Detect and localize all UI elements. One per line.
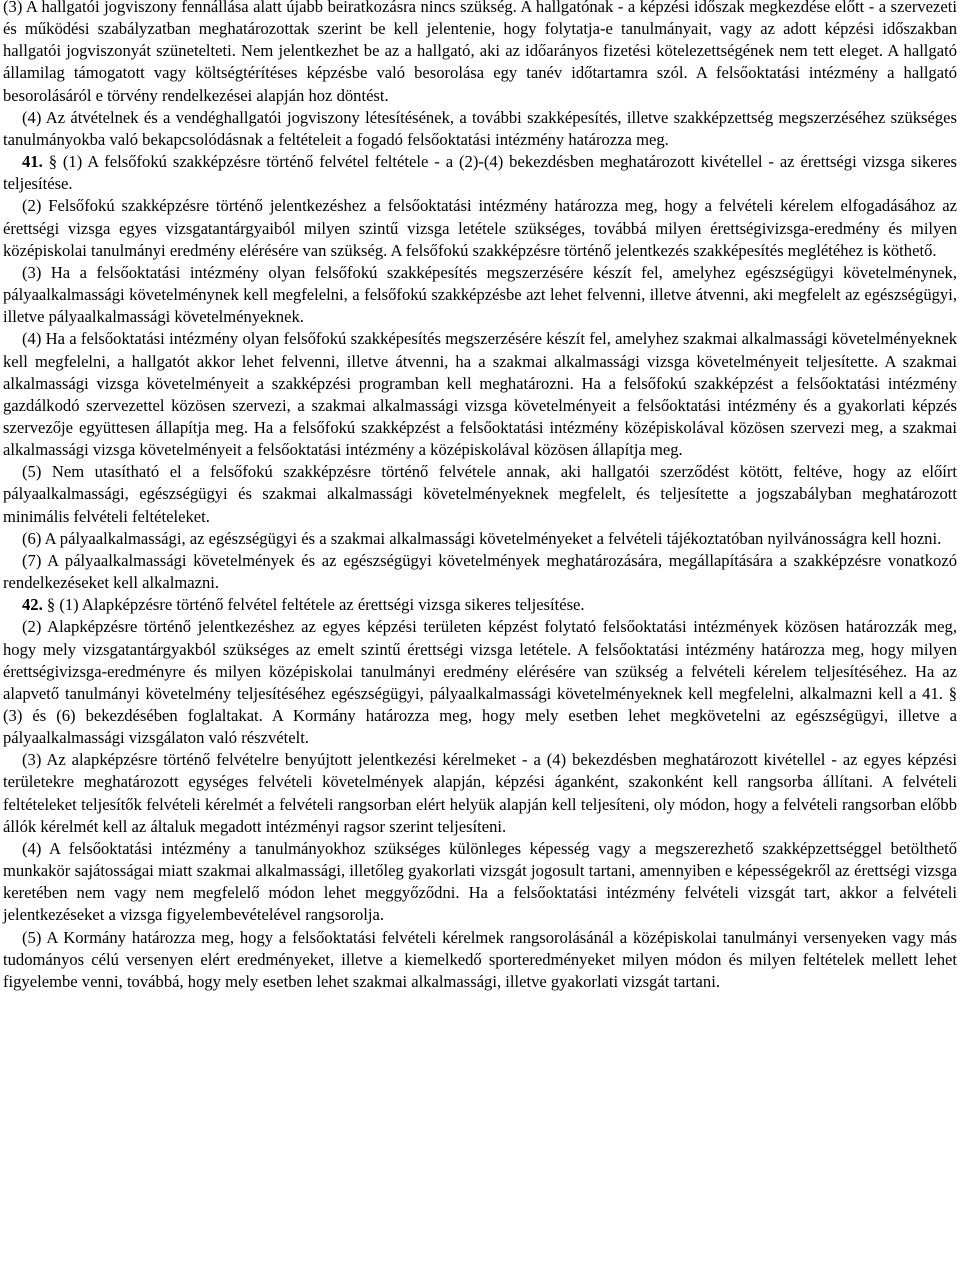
- paragraph-text: (3) A hallgatói jogviszony fennállása alatt újabb beiratkozásra nincs szükség. A hallgatónak - a képzési időszak megkezdése előtt - a szervezeti és működési szabályzatban meghatározottak szerint be kell jelentenie, hogy folytatja-e tanulmányait, vagy az adott képzési időszakban hallgatói jogviszonyát szünetelteti. Nem jelentkezhet be az a hallgató, aki az időarányos fizetési kötelezettségének nem tett eleget. A hallgató államilag támogatott vagy költségtérítéses képzésbe való besorolása egy tanév időtartamra szól. A felsőoktatási intézmény a hallgató besorolásáról e törvény rendelkezései alapján hoz döntést.: [3, 0, 957, 105]
- paragraph-41-7: [3, 550, 957, 594]
- paragraph-text: (6) A pályaalkalmassági, az egészségügyi és a szakmai alkalmassági követelményeket a felvételi tájékoztatóban nyilvánosságra kell hozni.: [22, 528, 942, 548]
- section-sign: §: [46, 595, 56, 615]
- paragraph-text: (5) A Kormány határozza meg, hogy a felsőoktatási felvételi kérelmek rangsorolásánál a középiskolai tanulmányi versenyeken vagy más tudományos célú versenyen elért eredményeket, illetve a kiemelkedő sporteredményeket milyen módon és milyen feltételek mellett lehet figyelembe venni, továbbá, hogy mely esetben lehet szakmai alkalmassági, illetve gyakorlati vizsgát tartani.: [3, 927, 957, 991]
- paragraph-text: (7) A pályaalkalmassági követelmények és az egészségügyi követelmények meghatározására, megállapítására a szakképzésre vonatkozó rendelkezéseket kell alkalmazni.: [3, 550, 957, 593]
- paragraph-text: (2) Felsőfokú szakképzésre történő jelentkezéshez a felsőoktatási intézmény határozza meg, hogy a felvételi kérelem elfogadásához az érettségi vizsga egyes vizsgatantárgyaiból milyen szintű vizsga letétele szükséges, továbbá milyen érettségivizsga-eredmény és milyen középiskolai tanulmányi eredmény elérésére van szükség. A felsőfokú szakképzésre történő jelentkezés szakképesítés meglétéhez is köthető.: [3, 196, 957, 260]
- paragraph-text: (1) A felsőfokú szakképzésre történő felvétel feltétele - a (2)-(4) bekezdésben meghatározott kivétellel - az érettségi vizsga sikeres teljesítése.: [3, 152, 957, 194]
- paragraph-text: (5) Nem utasítható el a felsőfokú szakképzésre történő felvétele annak, aki hallgatói szerződést kötött, feltéve, hogy az előírt pályaalkalmassági, egészségügyi és szakmai alkalmassági követelményeknek megfelelt, és teljesítette a jogszabályban meghatározott minimális felvételi feltételeket.: [3, 462, 957, 526]
- section-number: 41.: [22, 152, 43, 172]
- paragraph-42-5: [3, 927, 957, 993]
- paragraph-text: (4) Az átvételnek és a vendéghallgatói jogviszony létesítésének, a további szakképesítés, illetve szakképzettség megszerzéséhez szükséges tanulmányokba való bekapcsolódásnak a feltételeit a fogadó felsőoktatási intézmény határozza meg.: [3, 107, 957, 149]
- paragraph-40-4: [3, 107, 957, 151]
- paragraph-42-2: [3, 616, 957, 749]
- paragraph-41-6: [3, 528, 957, 550]
- paragraph-42-4: [3, 838, 957, 927]
- paragraph-text: (3) Az alapképzésre történő felvételre benyújtott jelentkezési kérelmeket - a (4) bekezdésben meghatározott kivétellel - az egyes képzési területekre meghatározott egységes felvételi követelmények alapján, képzési áganként, szakonként kell rangsorba állítani. A felvételi feltételeket teljesítők felvételi kérelmét a felvételi rangsorban elért helyük alapján kell teljesíteni, oly módon, hogy a felvételi rangsorban előbb állók kérelmét kell az általuk megadott intézményi ragsor szerint teljesíteni.: [3, 750, 957, 836]
- paragraph-41-5: [3, 461, 957, 527]
- paragraph-text: (2) Alapképzésre történő jelentkezéshez az egyes képzési területen képzést folytató felsőoktatási intézmények közösen határozzák meg, hogy mely vizsgatantárgyakból szükséges az emelt szintű érettségi vizsga letétele. A felsőoktatási intézmény határozza meg, hogy milyen érettségivizsga-eredményre és milyen középiskolai tanulmányi eredmény elérésére van szükség a felvételi kérelem teljesítéséhez. Ha az alapvető tanulmányi követelmény teljesítéséhez egészségügyi, pályaalkalmassági követelményeknek kell megfelelni, alkalmazni kell a 41. § (3) és (6) bekezdésében foglaltakat. A Kormány határozza meg, hogy mely esetben lehet megkövetelni az egészségügyi, illetve a pályaalkalmassági vizsgálaton való részvételt.: [3, 617, 957, 748]
- paragraph-41-1: [3, 151, 957, 195]
- section-sign: §: [48, 152, 57, 172]
- paragraph-text: (1) Alapképzésre történő felvétel feltétele az érettségi vizsga sikeres teljesítése.: [55, 595, 585, 615]
- document-page: [3, 0, 957, 993]
- paragraph-41-4: [3, 328, 957, 461]
- paragraph-text: (3) Ha a felsőoktatási intézmény olyan felsőfokú szakképesítés megszerzésére készít fel, amelyhez egészségügyi követelménynek, pályaalkalmassági követelménynek kell megfelelni, a felsőfokú szakképzésbe azt lehet felvenni, illetve átvenni, aki megfelelt az egészségügyi, illetve pályaalkalmassági követelményeknek.: [3, 262, 957, 327]
- section-number: 42.: [22, 595, 43, 615]
- paragraph-42-1: [3, 594, 957, 616]
- paragraph-41-3: [3, 262, 957, 328]
- paragraph-40-3: [3, 0, 957, 107]
- paragraph-42-3: [3, 749, 957, 838]
- paragraph-text: (4) A felsőoktatási intézmény a tanulmányokhoz szükséges különleges képesség vagy a megszerezhető szakképzettséggel betölthető munkakör sajátosságai miatt szakmai alkalmassági, illetőleg gyakorlati vizsgát jogosult tartani, amennyiben e képességekről az érettségi vizsga keretében nem vagy nem megfelelő módon lehet meggyőződni. Ha a felsőoktatási intézmény felvételi vizsgát tart, akkor a felvételi jelentkezéseket a vizsga figyelembevételével rangsorolja.: [3, 838, 957, 925]
- paragraph-text: (4) Ha a felsőoktatási intézmény olyan felsőfokú szakképesítés megszerzésére készít fel, amelyhez szakmai alkalmassági követelményeknek kell megfelelni, a hallgatót akkor lehet felvenni, illetve átvenni, ha a szakmai alkalmassági vizsga követelményeit teljesítette. A szakmai alkalmassági vizsga követelményeit a szakképzési programban kell meghatározni. Ha a felsőfokú szakképzést a felsőoktatási intézmény gazdálkodó szervezettel közösen szervezi, a szakmai alkalmassági vizsga követelményeit a felsőoktatási intézmény és a gyakorlati képzés szervezője együttesen állapítja meg. Ha a felsőfokú szakképzést a felsőoktatási intézmény középiskolával közösen szervezi meg, a szakmai alkalmassági vizsga követelményeit a felsőoktatási intézmény a középiskolával közösen állapítja meg.: [3, 329, 957, 460]
- paragraph-41-2: [3, 195, 957, 261]
